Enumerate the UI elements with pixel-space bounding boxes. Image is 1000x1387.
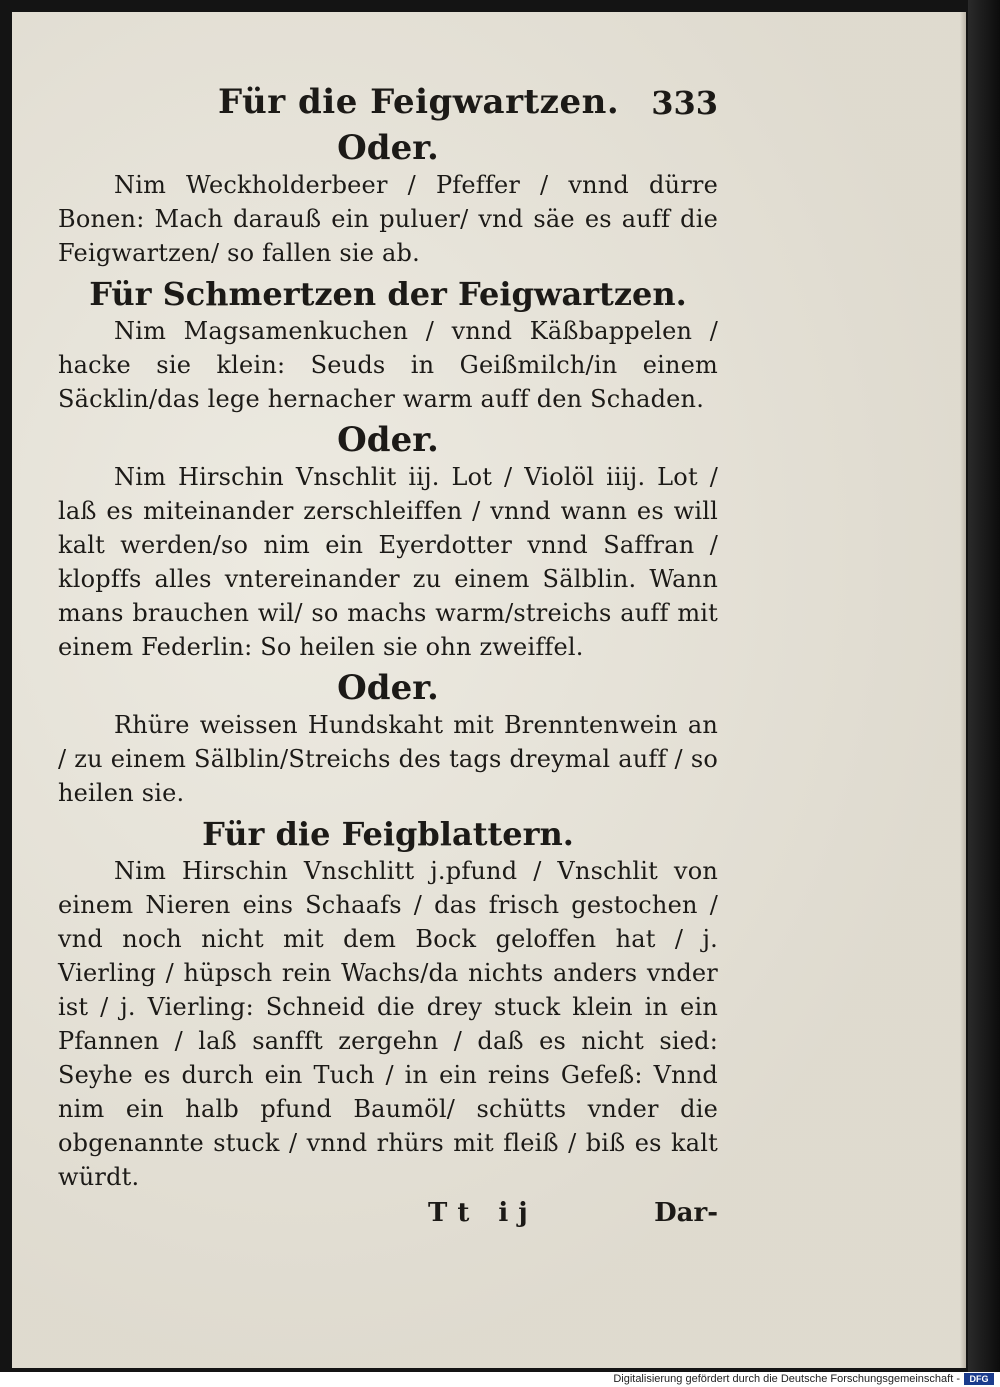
- running-title: Für die Feigwartzen.: [218, 82, 620, 122]
- footer-bar: [0, 1372, 1000, 1387]
- page-shadow: [968, 0, 1000, 1372]
- dfg-logo: DFG: [964, 1373, 994, 1385]
- running-head: [58, 82, 718, 128]
- funding-note: Digitalisierung gefördert durch die Deutsche Forschungsgemeinschaft -: [613, 1373, 960, 1385]
- section-heading: Für Schmertzen der Feigwartzen.: [89, 275, 687, 313]
- section-heading: Oder.: [337, 420, 439, 460]
- section-paragraph: Nim Hirschin Vnschlit iij. Lot / Violöl iiij. Lot / laß es miteinander zerschleiffen / vnnd wann es will kalt werden/so nim ein Eyerdotter vnnd Saffran / klopffs alles vntereinander zu einem Sälblin. Wann mans brauchen wil/ so machs warm/streichs auff mit einem Federlin: So heilen sie ohn zweiffel.: [58, 463, 718, 661]
- signature-mark: Tt ij: [428, 1198, 538, 1228]
- page-number: 333: [651, 84, 718, 122]
- section-paragraph: Nim Weckholderbeer / Pfeffer / vnnd dürre Bonen: Mach darauß ein puluer/ vnd säe es auff die Feigwartzen/ so fallen sie ab.: [58, 171, 718, 267]
- page-edge: [960, 12, 966, 1368]
- catchword: Dar-: [654, 1198, 718, 1228]
- text-block: [58, 82, 718, 1234]
- section-heading: Oder.: [337, 668, 439, 708]
- section-paragraph: Nim Hirschin Vnschlitt j.pfund / Vnschlit von einem Nieren eins Schaafs / das frisch gestochen / vnd noch nicht mit dem Bock geloffen hat / j. Vierling / hüpsch rein Wachs/da nichts anders vnder ist / j. Vierling: Schneid die drey stuck klein in ein Pfannen / laß sanfft zergehn / daß es nicht sied: Seyhe es durch ein Tuch / in ein reins Gefeß: Vnnd nim ein halb pfund Baumöl/ schütts vnder die obgenannte stuck / vnnd rhürs mit fleiß / biß es kalt würdt.: [58, 857, 718, 1191]
- section-heading: Für die Feigblattern.: [202, 815, 574, 853]
- section-paragraph: Nim Magsamenkuchen / vnnd Käßbappelen / hacke sie klein: Seuds in Geißmilch/in einem Säcklin/das lege hernacher warm auff den Schaden.: [58, 317, 718, 413]
- section-heading: Oder.: [337, 128, 439, 168]
- catchline: [58, 1198, 718, 1234]
- section-paragraph: Rhüre weissen Hundskaht mit Brenntenwein an / zu einem Sälblin/Streichs des tags dreymal auff / so heilen sie.: [58, 711, 718, 807]
- book-page: [12, 12, 966, 1368]
